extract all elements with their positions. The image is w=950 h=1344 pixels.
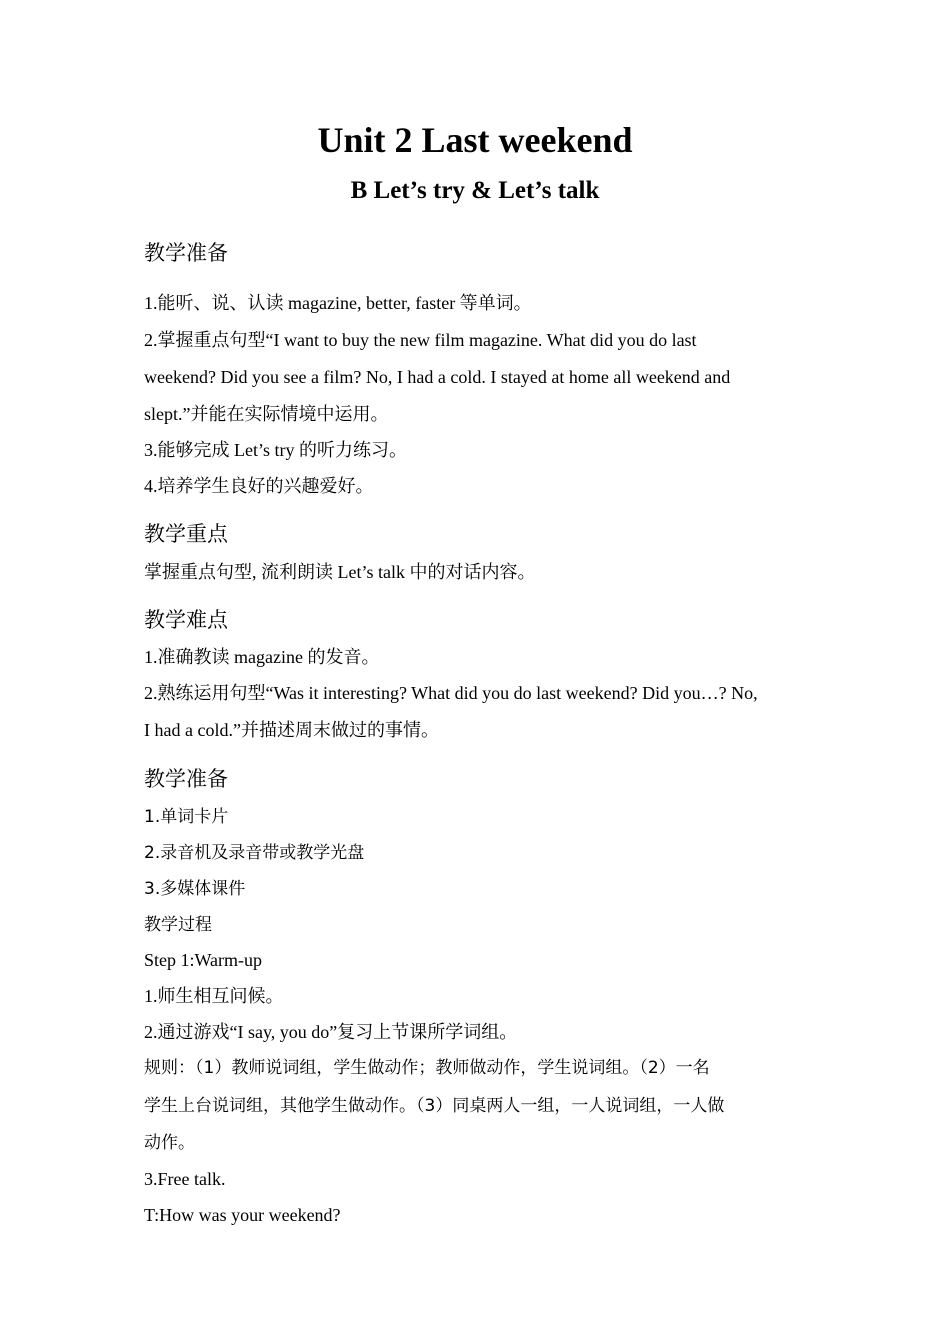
teacher-line: T:How was your weekend? [144,1205,341,1225]
rules-line-1: 规则：（1）教师说词组，学生做动作；教师做动作，学生说词组。（2）一名 [144,1058,710,1078]
rules-line-2: 学生上台说词组，其他学生做动作。（3）同桌两人一组，一人说词组，一人做 [144,1096,725,1116]
section-heading: 教学难点 [144,608,228,632]
page-subtitle: B Let’s try & Let’s talk [350,177,600,204]
objective-4: 4.培养学生良好的兴趣爱好。 [144,476,374,496]
section-heading: 教学准备 [144,241,228,265]
key-point-1: 掌握重点句型, 流利朗读 Let’s talk 中的对话内容。 [144,562,536,582]
rules-line-3: 动作。 [144,1133,195,1153]
objective-2-line-1: 2.掌握重点句型“I want to buy the new film magazine. What did you do last [144,330,697,350]
step-1-item-2: 2.通过游戏“I say, you do”复习上节课所学词组。 [144,1022,518,1042]
step-1-item-1: 1.师生相互问候。 [144,986,284,1006]
prep-item-3: 3.多媒体课件 [144,879,246,899]
section-heading: 教学重点 [144,522,228,546]
difficulty-2-line-2: I had a cold.”并描述周末做过的事情。 [144,720,439,740]
prep-item-1: 1.单词卡片 [144,807,229,827]
step-1-title: Step 1:Warm-up [144,950,263,970]
objective-3: 3.能够完成 Let’s try 的听力练习。 [144,440,407,460]
difficulty-2-line-1: 2.熟练运用句型“Was it interesting? What did you do last weekend? Did you…? No, [144,683,758,703]
objective-1: 1.能听、说、认读 magazine, better, faster 等单词。 [144,293,532,313]
free-talk: 3.Free talk. [144,1169,226,1189]
objective-2-line-3: slept.”并能在实际情境中运用。 [144,404,389,424]
page-title: Unit 2 Last weekend [317,120,633,160]
objective-2-line-2: weekend? Did you see a film? No, I had a cold. I stayed at home all weekend and [144,367,731,387]
difficulty-1: 1.准确教读 magazine 的发音。 [144,647,380,667]
prep-item-2: 2.录音机及录音带或教学光盘 [144,843,365,863]
process-title: 教学过程 [144,915,212,935]
section-heading: 教学准备 [144,767,228,791]
